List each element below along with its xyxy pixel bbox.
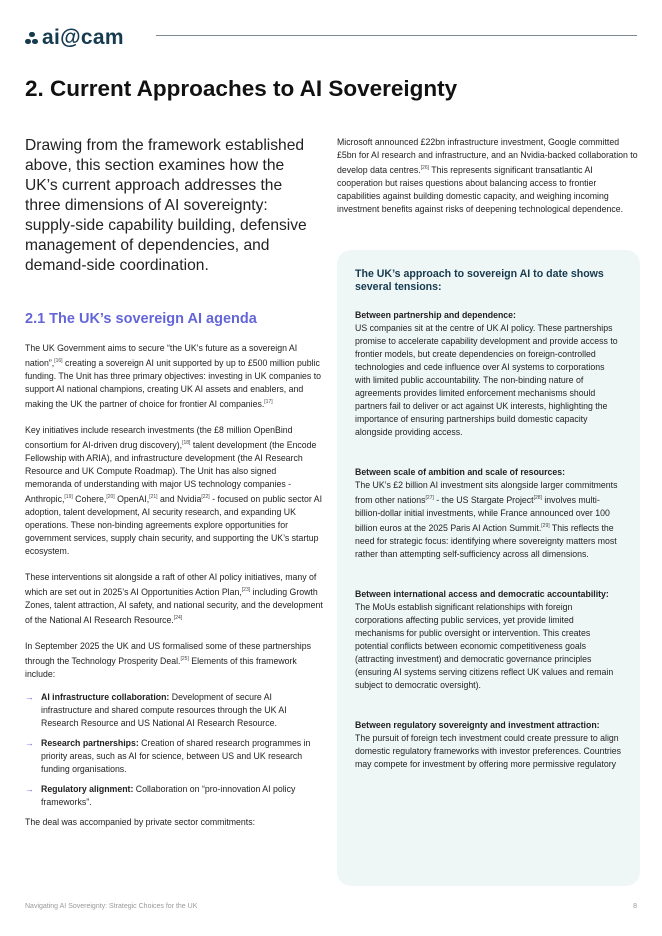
paragraph: Key initiatives include research investments (the £8 million OpenBind consortium for AI-driven drug discovery),[18] talent development (the Encode Fellowship with ARIA), and infrastructure development (the AI Research Resource and UK Compute Roadmap). The Unit has also signed memoranda of understanding with major US technology companies - Anthropic,[19] Cohere,[20] OpenAI,[21] and Nvidia[22] - focused on public sector AI adoption, talent development, AI security research, and expanding UK operations. These non-binding agreements explore opportunities for government services, supply chain security, and supporting the UK’s startup ecosystem.: [25, 425, 323, 556]
footnote-ref[interactable]: [20]: [106, 494, 115, 500]
ai-cam-logo: [25, 26, 124, 50]
paragraph: The deal was accompanied by private sector commitments:: [25, 817, 256, 827]
paragraph: In September 2025 the UK and US formalised some of these partnerships through the Technology Prosperity Deal.[25] Elements of this framework include:: [25, 641, 311, 679]
footnote-ref[interactable]: [25]: [180, 656, 189, 662]
tension-regulatory: Between regulatory sovereignty and investment attraction: The pursuit of foreign tech investment could create pressure to align domestic regulatory frameworks with investor preferences. Countries may compete for investment by offering more permissive regulatory: [355, 720, 622, 769]
footnote-ref[interactable]: [29]: [541, 523, 550, 529]
logo-text: ai@cam: [42, 26, 124, 49]
list-item: → Research partnerships: Creation of shared research programmes in priority areas, such as AI for science, between US and UK research funding organisations.: [25, 738, 311, 774]
header-divider: [156, 35, 637, 36]
callout-title: The UK’s approach to sovereign AI to date shows several tensions:: [355, 268, 604, 293]
footnote-ref[interactable]: [18]: [182, 440, 191, 446]
section-heading: 2.1 The UK’s sovereign AI agenda: [25, 311, 257, 327]
page-title: 2. Current Approaches to AI Sovereignty: [25, 76, 458, 101]
footnote-ref[interactable]: [17]: [264, 399, 273, 405]
tension-scale: Between scale of ambition and scale of resources: The UK’s £2 billion AI investment sits alongside larger commitments from other nations[27] - the US Stargate Project[28] involves multi-billion-dollar initial investments, while France announced over 100 billion euros at the 2025 Paris AI Action Summit.[29] This reflects the need for strategic focus: identifying where sovereignty matters most rather than attempting self-sufficiency across all dimensions.: [355, 467, 618, 559]
logo-dots-icon: [25, 32, 38, 45]
footnote-ref[interactable]: [28]: [533, 495, 542, 501]
footnote-ref[interactable]: [19]: [64, 494, 73, 500]
footnote-ref[interactable]: [23]: [241, 587, 251, 593]
intro-paragraph: Drawing from the framework established above, this section examines how the UK’s current approach addresses the three dimensions of AI sovereignty: supply-side capability building, defensive management of dependencies, and demand-side coordination.: [25, 137, 307, 274]
paragraph: The UK Government aims to secure “the UK’s future as a sovereign AI nation”,[16] creating a sovereign AI unit supported by up to £500 million public funding. The Unit has three primary objectives: investing in UK companies to support AI national champions, creating UK AI assets and enablers, and making the UK the partner of choice for frontier AI companies.[17]: [25, 343, 322, 409]
arrow-right-icon: →: [25, 738, 34, 748]
footnote-ref[interactable]: [22]: [201, 494, 210, 500]
footnote-ref[interactable]: [26]: [420, 165, 430, 171]
arrow-right-icon: →: [25, 692, 34, 702]
footer-title: Navigating AI Sovereignty: Strategic Choices for the UK: [25, 903, 198, 910]
arrow-right-icon: →: [25, 784, 34, 794]
footnote-ref[interactable]: [21]: [149, 494, 158, 500]
page-number: 8: [633, 903, 637, 910]
list-item: → Regulatory alignment: Collaboration on “pro-innovation AI policy frameworks”.: [25, 784, 296, 807]
left-column: [25, 342, 325, 842]
footnote-ref[interactable]: [24]: [173, 615, 183, 621]
list-item: → AI infrastructure collaboration: Development of secure AI infrastructure and shared compute resources through the UK AI Research Resource and US National AI Research Resource.: [25, 692, 287, 728]
right-paragraph: Microsoft announced £22bn infrastructure investment, Google committed £5bn for AI research and infrastructure, and an Nvidia-backed collaboration to develop data centres.[26] This represents significant transatlantic AI cooperation but raises questions about balancing access to frontier capabilities against building domestic capacity, and weighing incoming investment benefits against risks of deepening technological dependence.: [337, 137, 638, 214]
tension-accountability: Between international access and democratic accountability: The MoUs establish significant relationships with foreign corporations affecting public services, yet provide limited mechanisms for public oversight or intervention. This creates potential conflicts between economic competitiveness goals (attracting investment) and democratic governance principles (ensuring AI systems serving citizens reflect UK values and remain subject to democratic oversight).: [355, 589, 614, 690]
tension-partnership: Between partnership and dependence: US companies sit at the centre of UK AI policy. These partnerships promise to accelerate capability development and provide access to frontier models, but create dependencies on foreign-controlled technologies and cede influence over AI systems to corporations with limited public accountability. The non-binding nature of agreements provides limited enforcement mechanisms should partners fail to deliver or act against UK interests, highlighting the importance of ensuring partnerships build domestic capacity alongside providing access.: [355, 310, 618, 437]
footnote-ref[interactable]: [16]: [54, 358, 63, 364]
tensions-callout-box: [337, 250, 640, 886]
footnote-ref[interactable]: [27]: [425, 495, 434, 501]
paragraph: These interventions sit alongside a raft of other AI policy initiatives, many of which are set out in 2025’s AI Opportunities Action Plan,[23] including Growth Zones, talent attraction, AI safety, and national security, and the development of the National AI Research Resource.[24]: [25, 572, 323, 625]
framework-list: [25, 691, 325, 809]
